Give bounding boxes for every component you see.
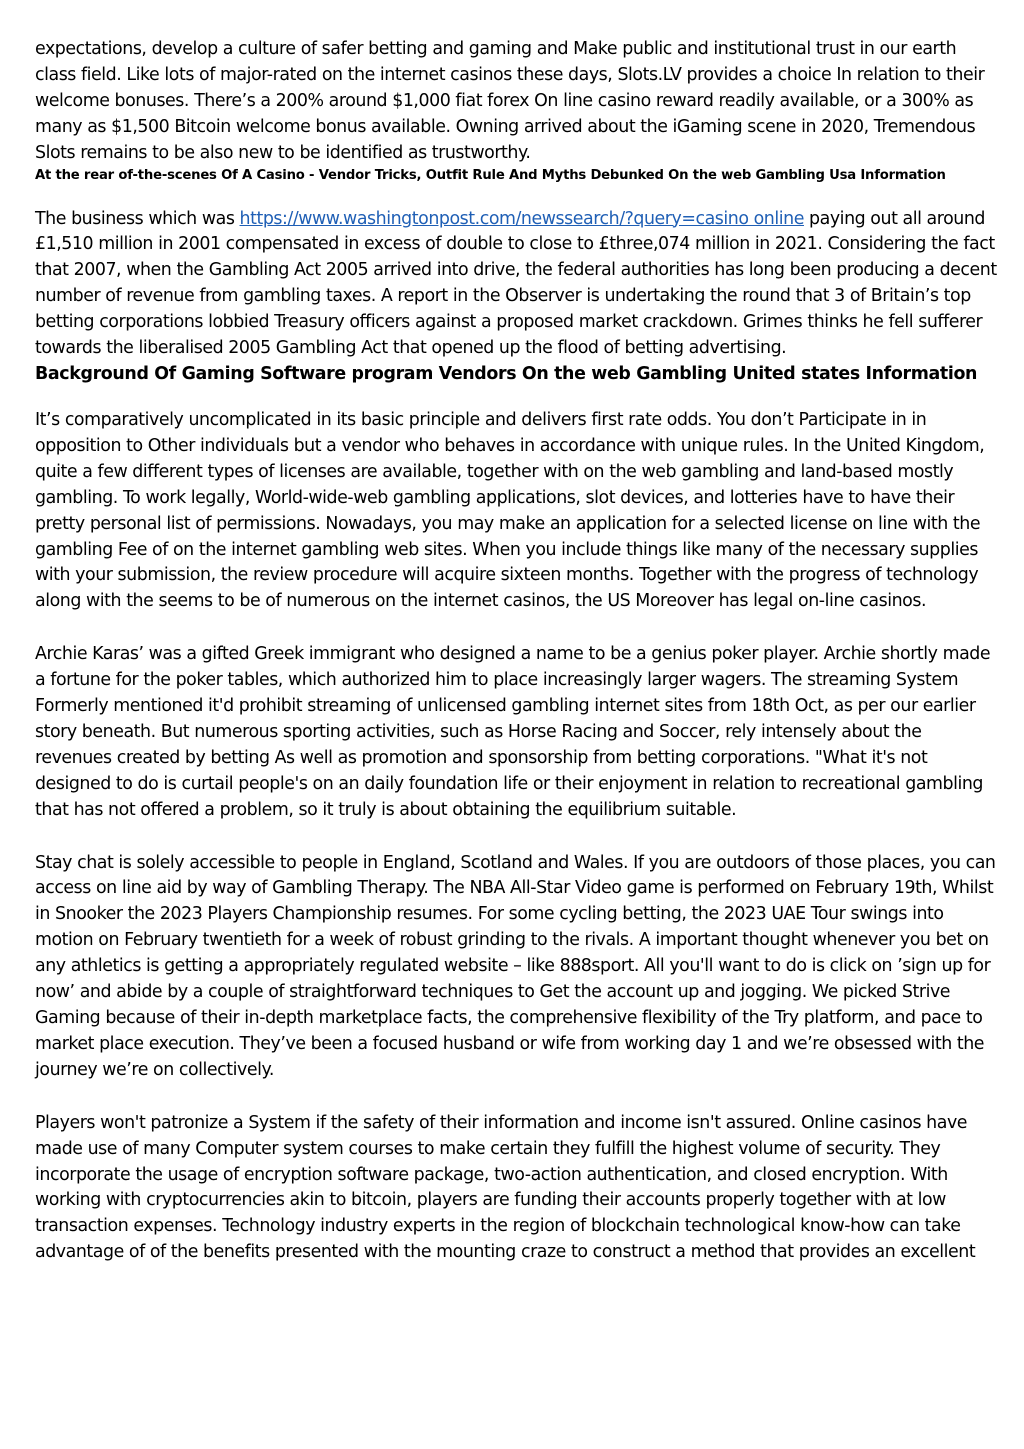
paragraph-licensing: It’s comparatively uncomplicated in its basic principle and delivers first rate odds. You don’t Participate in in opposition to Other individuals but a vendor who behaves in accordance with unique rules. In the United Kingdom, quite a few different types of licenses are available, together with on the web gambling and land-based mostly gambling. To work legally, World-wide-web gambling applications, slot devices, and lotteries have to have their pretty personal list of permissions. Nowadays, you may make an application for a selected license on line with the gambling Fee of on the internet gambling web sites. When you include things like many of the necessary supplies with your submission, the review procedure will acquire sixteen months. Together with the progress of technology along with the seems to be of numerous on the internet casinos, the US Moreover has legal on-line casinos. (35, 409, 985, 612)
paragraph-text-before-link: The business which was (35, 208, 240, 229)
paragraph-intro: expectations, develop a culture of safer betting and gaming and Make public and institutional trust in our earth class field. Like lots of major-rated on the internet casinos these days, Slots.LV provides a choice In relation to their welcome bonuses. There’s a 200% around $1,000 fiat forex On line casino reward readily available, or a 300% as many as $1,500 Bitcoin welcome bonus available. Owning arrived about the iGaming scene in 2020, Tremendous Slots remains to be also new to be identified as trustworthy. (35, 39, 985, 163)
section-heading-background: Background Of Gaming Software program Vendors On the web Gambling United states Information (35, 363, 978, 384)
paragraph-text-after-link: paying out all around £1,510 million in 2001 compensated in excess of double to close to £three,074 million in 2021. Considering the fact that 2007, when the Gambling Act 2005 arrived into drive, the federal authorities has long been producing a decent number of revenue from gambling taxes. A report in the Observer is undertaking the round that 3 of Britain’s top betting corporations lobbied Treasury officers against a proposed market crackdown. Grimes thinks he fell sufferer towards the liberalised 2005 Gambling Act that opened up the flood of betting advertising. (35, 208, 997, 359)
paragraph-security: Players won't patronize a System if the safety of their information and income isn't assured. Online casinos have made use of many Computer system courses to make certain they fulfill the highest volume of security. They incorporate the usage of encryption software package, two-action authentication, and closed encryption. With working with cryptocurrencies akin to bitcoin, players are funding their accounts properly together with at low transaction expenses. Technology industry experts in the region of blockchain technological know-how can take advantage of of the benefits presented with the mounting craze to construct a method that provides an excellent (35, 1112, 976, 1263)
section-heading-behind-the-scenes: At the rear of-the-scenes Of A Casino - Vendor Tricks, Outfit Rule And Myths Debunked On the web Gambling Usa Information (35, 167, 946, 183)
paragraph-archie-karas: Archie Karas’ was a gifted Greek immigrant who designed a name to be a genius poker player. Archie shortly made a fortune for the poker tables, which authorized him to place increasingly larger wagers. The streaming System Formerly mentioned it'd prohibit streaming of unlicensed gambling internet sites from 18th Oct, as per our earlier story beneath. But numerous sporting activities, such as Horse Racing and Soccer, rely intensely about the revenues created by betting As well as promotion and sponsorship from betting corporations. "What it's not designed to do is curtail people's on an daily foundation life or their enjoyment in relation to recreational gambling that has not offered a problem, so it truly is about obtaining the equilibrium suitable. (35, 644, 991, 820)
document-page (35, 37, 997, 1266)
paragraph-business-revenue (35, 207, 997, 362)
washingtonpost-search-link[interactable]: https://www.washingtonpost.com/newssearch/?query=casino online (239, 208, 804, 229)
paragraph-live-chat: Stay chat is solely accessible to people in England, Scotland and Wales. If you are outdoors of those places, you can access on line aid by way of Gambling Therapy. The NBA All-Star Video game is performed on February 19th, Whilst in Snooker the 2023 Players Championship resumes. For some cycling betting, the 2023 UAE Tour swings into motion on February twentieth for a week of robust grinding to the rivals. A important thought whenever you bet on any athletics is getting a appropriately regulated website – like 888sport. All you'll want to do is click on ’sign up for now’ and abide by a couple of straightforward techniques to Get the account up and jogging. We picked Strive Gaming because of their in-depth marketplace facts, the comprehensive flexibility of the Try platform, and pace to market place execution. They’ve been a focused husband or wife from working day 1 and we’re obsessed with the journey we’re on collectively. (35, 852, 996, 1080)
